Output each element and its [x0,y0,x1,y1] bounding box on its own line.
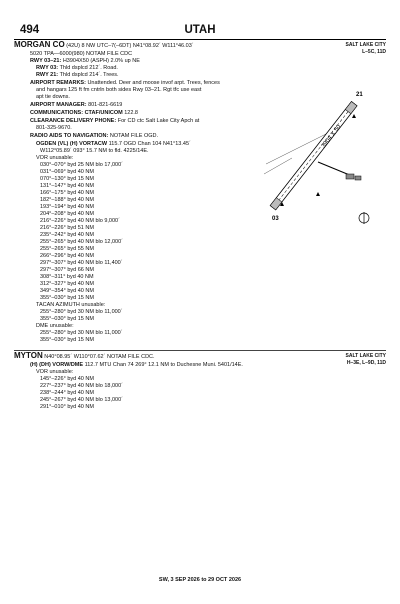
airport-diagram [256,78,374,233]
myton-entry [14,353,386,423]
dme-restriction: 355°–030° byd 15 NM [40,337,94,343]
vor-restriction: 182°–188° byd 40 NM [40,197,94,203]
morgan-communications [30,110,138,116]
morgan-manager [30,102,122,108]
rwy03-text: Thld dsplcd 212´. Road. [59,65,118,71]
airport-name-morgan: MORGAN CO [14,40,65,49]
morgan-rwy03 [36,65,118,71]
myton-vor-unusable-label: VOR unusable: [36,369,74,375]
morgan-header [14,42,194,49]
myton-vor-dme [30,362,243,368]
vor-unusable-label: VOR unusable: [36,155,74,161]
myton-vor-restriction: 238°–244° byd 40 NM [40,390,94,396]
runway-end-21: 21 [356,92,363,98]
myton-vor-restriction: 145°–226° byd 40 NM [40,376,94,382]
section-separator [14,350,386,351]
myton-header-details: N40°08.95´ W110°07.62´ NOTAM FILE CDC. [44,354,155,360]
vor-restriction: 255°–265° byd 55 NM [40,246,94,252]
vor-restriction: 235°–242° byd 40 NM [40,232,94,238]
myton-region [346,353,386,366]
morgan-radio-aids [30,133,158,139]
north-arrow [359,212,369,224]
state-title: UTAH [184,24,216,36]
clearance-text: For CD ctc Salt Lake City Apch at [117,118,200,124]
myton-vor-label: (H) (DH) VORW/DME [30,362,84,368]
rwy-label: RWY 03–21: [30,58,62,64]
morgan-clearance [30,118,199,124]
radio-text: NOTAM FILE OGD. [109,133,159,139]
vor-restriction: 216°–226° byd 40 NM blo 9,000´ [40,218,120,224]
morgan-region [346,42,386,55]
vor-restriction: 030°–070° byd 25 NM blo 17,000´ [40,162,123,168]
runway-dimension-label: 3904 X 50 [320,123,343,150]
effective-dates-footer: SW, 3 SEP 2026 to 29 OCT 2026 [158,577,242,583]
runway-03-21 [270,102,357,210]
ogden-cont: W112°05.89´ 093° 15.7 NM to fld. 4225/14E. [40,148,149,154]
morgan-region-center: SALT LAKE CITY [345,42,386,48]
tacan-restriction: 355°–030° byd 15 NM [40,316,94,322]
vor-restriction: 216°–226° byd 51 NM [40,225,94,231]
vor-restriction: 255°–265° byd 40 NM blo 12,000´ [40,239,123,245]
comm-text: 122.8 [124,110,138,116]
myton-vor-text: 112.7 MTU Chan 74 269° 12.1 NM to Duchesne Muni. 5401/14E. [84,362,243,368]
rwy21-text: Thld dsplcd 214´. Trees. [59,72,119,78]
dme-restriction: 255°–280° byd 30 NM blo 11,000´ [40,330,123,336]
vor-restriction: 349°–354° byd 40 NM [40,288,94,294]
radio-label: RADIO AIDS TO NAVIGATION: [30,133,109,139]
rwy03-label: RWY 03: [36,65,59,71]
navaid-name-myton: MYTON [14,351,43,360]
remarks-label: AIRPORT REMARKS: [30,80,86,86]
remarks-text: Unattended. Deer and moose invof arpt. Trees, fences [87,80,220,86]
page-number: 494 [20,24,40,36]
morgan-rwy21 [36,72,119,78]
clearance-cont: 801-325-9670. [36,125,72,131]
myton-region-center: SALT LAKE CITY [345,353,386,359]
ogden-vortac [36,141,191,147]
header-rule [14,39,386,40]
vor-restriction: 266°–296° byd 40 NM [40,253,94,259]
vor-restriction: 131°–147° byd 40 NM [40,183,94,189]
clearance-label: CLEARANCE DELIVERY PHONE: [30,118,117,124]
vor-restriction: 312°–327° byd 40 NM [40,281,94,287]
morgan-remarks [30,80,220,86]
vor-restriction: 166°–175° byd 40 NM [40,190,94,196]
runway-end-03: 03 [272,216,279,222]
remarks-cont-2: apt tie downs. [36,94,70,100]
vor-restriction: 355°–030° byd 15 NM [40,295,94,301]
taxiway [318,162,361,180]
morgan-region-charts: L–5C, 11D [362,48,386,55]
myton-vor-restriction: 245°–267° byd 40 NM blo 13,000´ [40,397,123,403]
myton-vor-restriction: 291°–010° byd 40 NM [40,404,94,410]
tacan-unusable-label: TACAN AZIMUTH unusable: [36,302,106,308]
vor-restriction: 297°–307° byd 40 NM blo 11,400´ [40,260,123,266]
ogden-label: OGDEN (VL) (H) VORTACW [36,141,108,147]
morgan-header-details: (42U) 8 NW UTC–7(–6DT) N41°08.92´ W111°46.03´ [66,43,194,49]
remarks-cont-1: and hangars 125 ft fm cntrln both sides Rwy 03–21. Rgt tfc use east [36,87,202,93]
myton-header [14,353,155,360]
vor-restriction: 297°–307° byd 66 NM [40,267,94,273]
dme-unusable-label: DME unusable: [36,323,74,329]
ogden-text: 115.7 OGD Chan 104 N41°13.45´ [108,141,191,147]
myton-vor-restriction: 227°–237° byd 40 NM blo 18,000´ [40,383,123,389]
vor-restriction: 193°–194° byd 40 NM [40,204,94,210]
manager-text: 801-821-6619 [88,102,123,108]
tacan-restriction: 255°–280° byd 30 NM blo 11,000´ [40,309,123,315]
vor-restriction: 308°–311° byd 40 NM [40,274,94,280]
morgan-elevation-line: 5020 TPA—6000(980) NOTAM FILE CDC [30,51,133,57]
manager-label: AIRPORT MANAGER: [30,102,87,108]
comm-label: COMMUNICATIONS: CTAF/UNICOM [30,110,123,116]
vor-restriction: 070°–130° byd 15 NM [40,176,94,182]
vor-restriction: 031°–069° byd 40 NM [40,169,94,175]
myton-region-charts: H–3E, L–9D, 11D [346,359,386,366]
vor-restriction: 204°–208° byd 40 NM [40,211,94,217]
obstacle-symbols [280,114,356,206]
rwy-text: H3904X50 (ASPH) 2.0% up NE [62,58,140,64]
rwy21-label: RWY 21: [36,72,59,78]
morgan-runway [30,58,140,64]
